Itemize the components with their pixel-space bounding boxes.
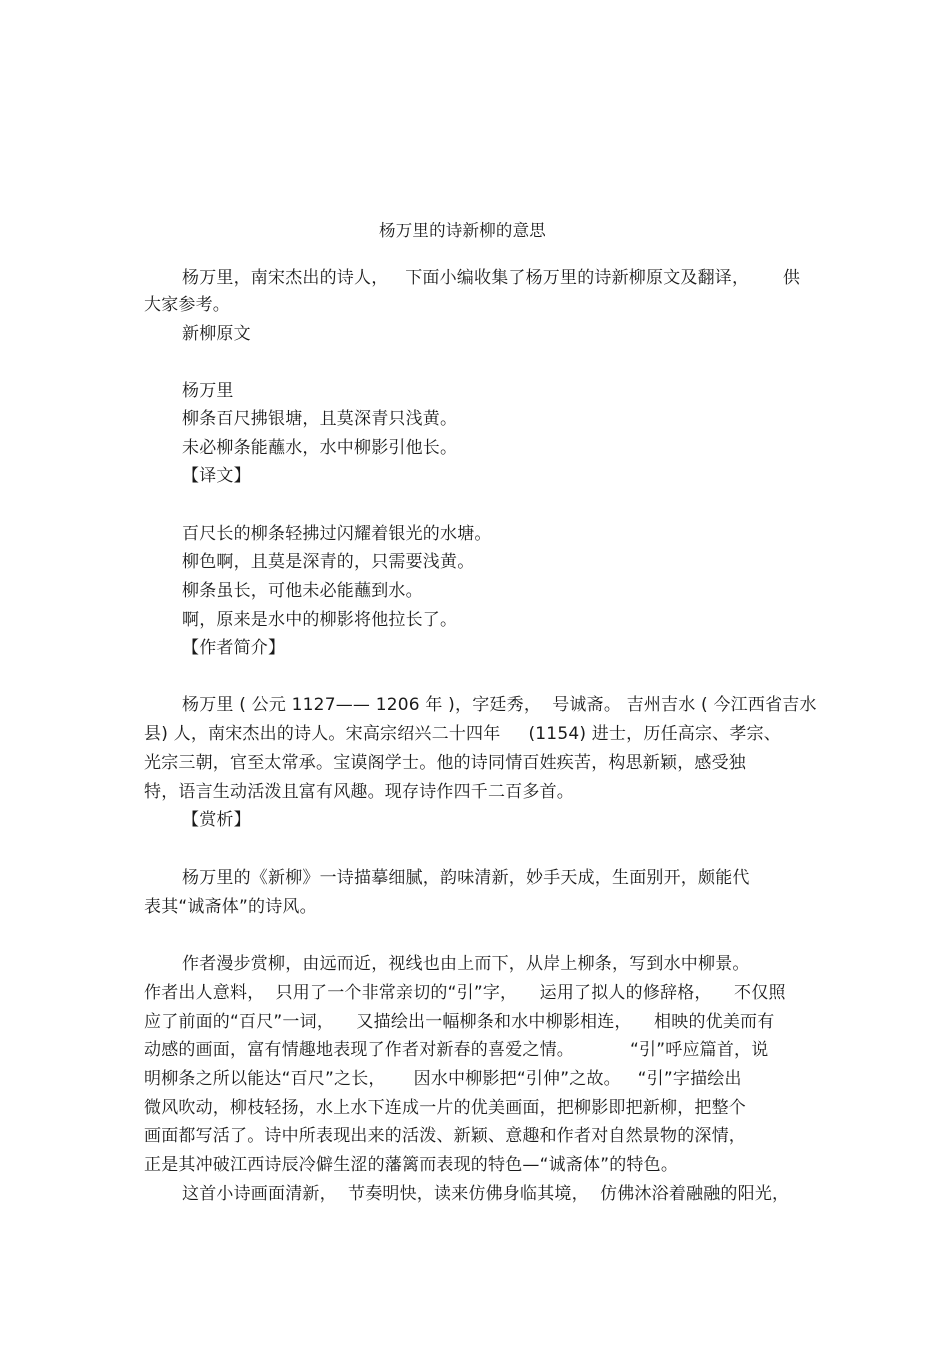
translation-line: 百尺长的柳条轻拂过闪耀着银光的水塘。	[182, 524, 492, 544]
translation-heading: 【译文】	[182, 466, 251, 486]
intro-line-1: 杨万里，南宋杰出的诗人， 下面小编收集了杨万里的诗新柳原文及翻译， 供	[182, 268, 801, 288]
appreciation-para2-line: 正是其冲破江西诗辰冷僻生涩的藩篱而表现的特色—“诚斋体”的特色。	[144, 1155, 679, 1175]
appreciation-para2-line: 作者出人意料， 只用了一个非常亲切的“引”字， 运用了拟人的修辞格， 不仅照	[144, 983, 786, 1003]
author-intro-line: 杨万里 ( 公元 1127—— 1206 年 )，字廷秀， 号诚斋。 吉州吉水 ( 今江西省吉水	[182, 695, 817, 715]
poem-author: 杨万里	[182, 381, 234, 401]
author-intro-line: 光宗三朝，官至太常承。宝谟阁学士。他的诗同情百姓疾苦，构思新颖，感受独	[144, 753, 746, 773]
document-title: 杨万里的诗新柳的意思	[379, 221, 546, 240]
translation-line: 啊，原来是水中的柳影将他拉长了。	[182, 610, 458, 630]
author-intro-line: 县) 人，南宋杰出的诗人。宋高宗绍兴二十四年 (1154) 进士，历任高宗、孝宗、	[144, 724, 781, 744]
appreciation-para3-line: 这首小诗画面清新， 节奏明快，读来仿佛身临其境， 仿佛沐浴着融融的阳光，	[182, 1184, 790, 1204]
translation-line: 柳条虽长，可他未必能蘸到水。	[182, 581, 423, 601]
appreciation-para2-line: 微风吹动，柳枝轻扬，水上水下连成一片的优美画面，把柳影即把新柳，把整个	[144, 1098, 746, 1118]
appreciation-para2-line: 作者漫步赏柳，由远而近，视线也由上而下，从岸上柳条，写到水中柳景。	[182, 954, 750, 974]
appreciation-para1-line: 杨万里的《新柳》一诗描摹细腻，韵味清新，妙手天成，生面别开，颇能代	[182, 868, 750, 888]
poem-verse-1: 柳条百尺拂银塘，且莫深青只浅黄。	[182, 409, 458, 429]
appreciation-para2-line: 画面都写活了。诗中所表现出来的活泼、新颖、意趣和作者对自然景物的深情，	[144, 1126, 746, 1146]
author-intro-heading: 【作者简介】	[182, 638, 286, 658]
author-intro-line: 特，语言生动活泼且富有风趣。现存诗作四千二百多首。	[144, 782, 574, 802]
appreciation-heading: 【赏析】	[182, 810, 251, 830]
appreciation-para2-line: 应了前面的“百尺”一词， 又描绘出一幅柳条和水中柳影相连， 相映的优美而有	[144, 1012, 775, 1032]
appreciation-para2-line: 明柳条之所以能达“百尺”之长， 因水中柳影把“引伸”之故。 “引”字描绘出	[144, 1069, 742, 1089]
translation-line: 柳色啊，且莫是深青的，只需要浅黄。	[182, 552, 475, 572]
poem-verse-2: 未必柳条能蘸水，水中柳影引他长。	[182, 438, 458, 458]
appreciation-para2-line: 动感的画面，富有情趣地表现了作者对新春的喜爱之情。 “引”呼应篇首，说	[144, 1040, 769, 1060]
appreciation-para1-line: 表其“诚斋体”的诗风。	[144, 897, 317, 917]
original-heading: 新柳原文	[182, 324, 251, 344]
intro-line-2: 大家参考。	[144, 295, 230, 315]
